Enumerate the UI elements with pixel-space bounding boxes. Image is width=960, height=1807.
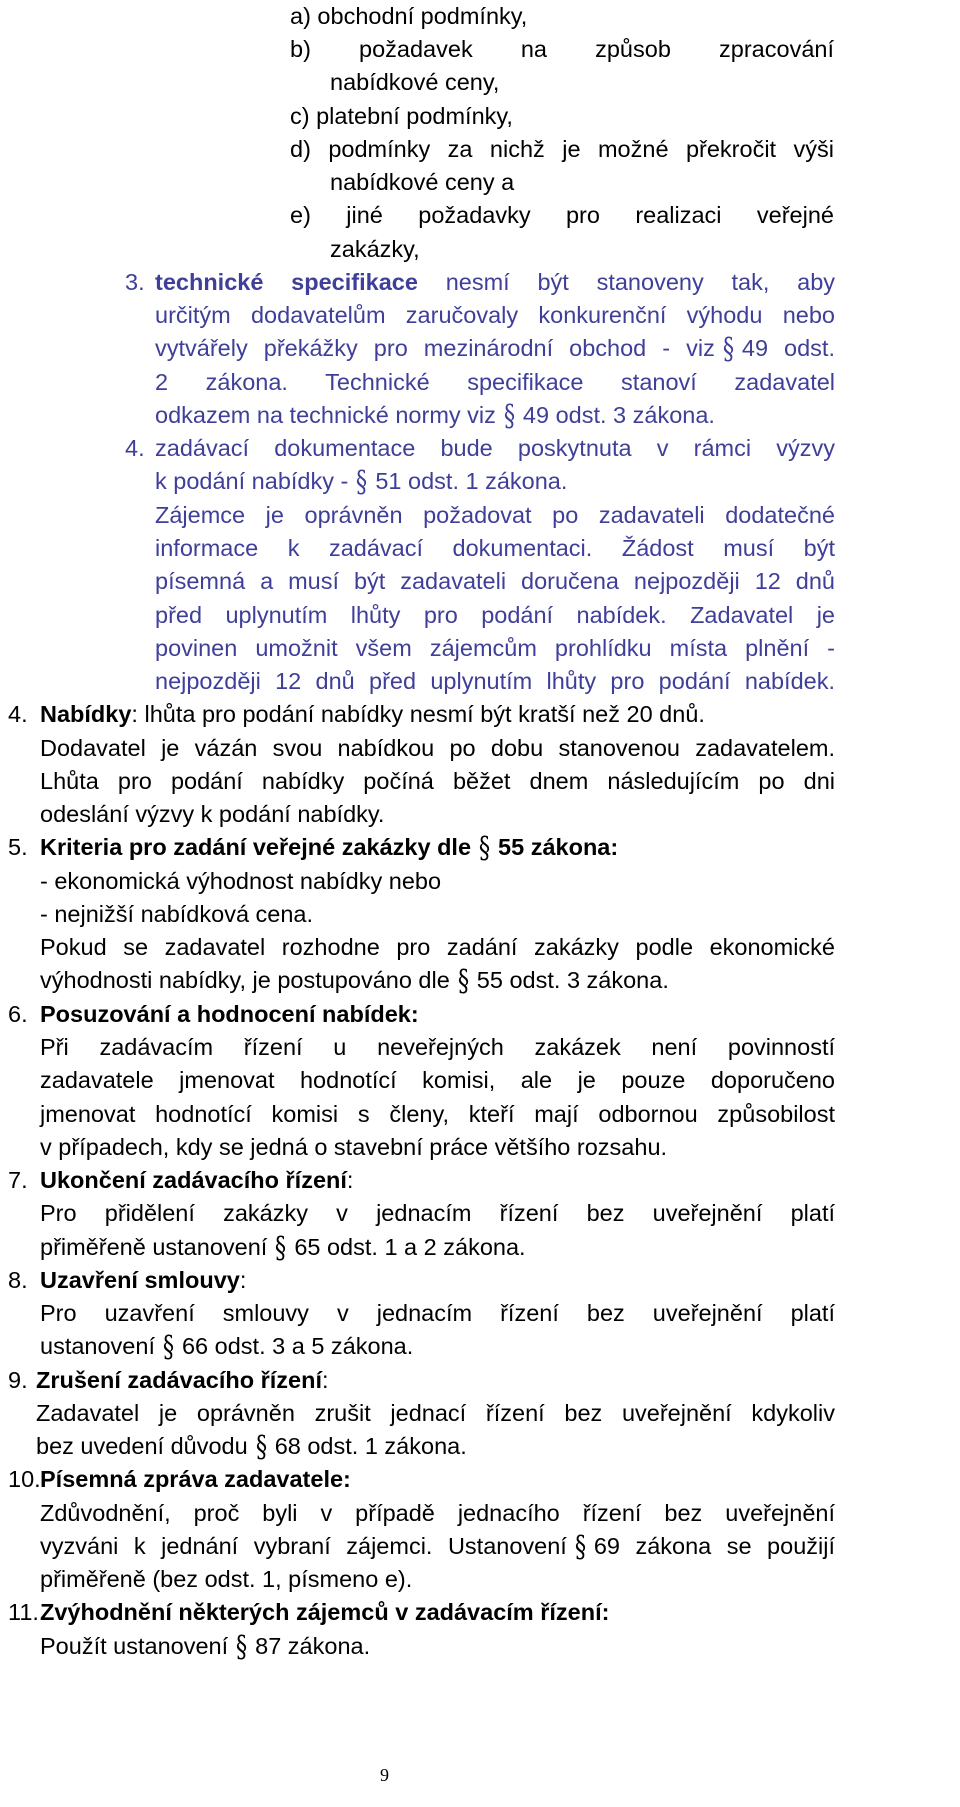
sub-item-b-cont: nabídkové ceny,	[330, 69, 500, 95]
section-sign: §	[236, 1630, 248, 1665]
main10-line2: Zdůvodnění, proč byli v případě jednacího řízení bez uveřejnění	[40, 1500, 835, 1526]
main4-bold: Nabídky	[40, 701, 132, 727]
main4-line2: Dodavatel je vázán svou nabídkou po dobu stanovenou zadavatelem.	[40, 735, 835, 761]
sub-item-d-cont: nabídkové ceny a	[330, 169, 515, 195]
main11-line2b: 87 zákona.	[255, 1633, 371, 1659]
main5-line1	[40, 831, 618, 865]
main5-line5a: výhodnosti nabídky, je postupováno dle	[40, 967, 450, 993]
main10-heading: Písemná zpráva zadavatele:	[40, 1466, 351, 1492]
main7-bold: Ukončení zadávacího řízení	[40, 1167, 347, 1193]
item4-line5: písemná a musí být zadavateli doručena nejpozději 12 dnů	[155, 568, 835, 594]
main9-line3a: bez uvedení důvodu	[36, 1433, 248, 1459]
main9-number: 9.	[8, 1367, 28, 1393]
main7-colon: :	[346, 1167, 354, 1193]
main11-number: 11.	[8, 1599, 39, 1625]
main5-line5	[40, 964, 669, 998]
page-number: 9	[380, 1765, 389, 1785]
main5-line3: - nejnižší nabídková cena.	[40, 901, 314, 927]
item4-line4a: informace k zadávací dokumentaci.	[155, 535, 593, 561]
section-sign: §	[574, 1530, 586, 1565]
section-sign: §	[275, 1231, 287, 1266]
sub-item-e: e) jiné požadavky pro realizaci veřejné	[290, 202, 834, 228]
item4-line2a: k podání nabídky -	[155, 468, 349, 494]
main10-number: 10.	[8, 1466, 41, 1492]
main6-number: 6.	[8, 1001, 28, 1027]
sub-item-a: a) obchodní podmínky,	[290, 3, 528, 29]
item4-line6b: Zadavatel je	[690, 602, 835, 628]
main7-line3	[40, 1231, 526, 1265]
main10-line4: přiměřeně (bez odst. 1, písmeno e).	[40, 1566, 413, 1592]
section-sign: §	[478, 831, 491, 866]
main4-number: 4.	[8, 701, 28, 727]
section-sign: §	[356, 465, 368, 500]
main8-heading	[40, 1264, 246, 1297]
item3-line1	[155, 266, 835, 299]
section-sign: §	[255, 1430, 267, 1465]
item4-line2	[155, 465, 567, 499]
main9-line2: Zadavatel je oprávněn zrušit jednací řízení bez uveřejnění kdykoliv	[36, 1400, 835, 1426]
item3-line5	[155, 399, 715, 433]
item4-line1: zadávací dokumentace bude poskytnuta v rámci výzvy	[155, 435, 835, 461]
main5-bold-b: 55 zákona:	[498, 834, 619, 860]
sub-item-e-cont: zakázky,	[330, 236, 420, 262]
item3-line2: určitým dodavatelům zaručovaly konkurenční výhodu nebo	[155, 302, 835, 328]
main5-line5b: 55 odst. 3 zákona.	[476, 967, 669, 993]
main11-line2	[40, 1630, 370, 1664]
item3-line3b: 49 odst.	[741, 335, 835, 361]
main7-heading	[40, 1164, 353, 1197]
item4-line4b: Žádost musí být	[621, 535, 835, 561]
main6-heading: Posuzování a hodnocení nabídek:	[40, 1001, 419, 1027]
item3-line4b: Technické specifikace stanoví zadavatel	[325, 369, 836, 395]
item4-number: 4.	[125, 435, 145, 461]
main9-line3	[36, 1430, 467, 1464]
item4-line6	[155, 599, 835, 632]
section-sign: §	[457, 964, 469, 999]
main6-line2: Při zadávacím řízení u neveřejných zakázek není povinností	[40, 1034, 835, 1060]
main9-line3b: 68 odst. 1 zákona.	[274, 1433, 467, 1459]
section-sign: §	[503, 399, 516, 434]
main5-line2: - ekonomická výhodnost nabídky nebo	[40, 868, 442, 894]
main8-line3a: ustanovení	[40, 1333, 155, 1359]
section-sign: §	[162, 1330, 175, 1365]
main8-bold: Uzavření smlouvy	[40, 1267, 240, 1293]
main4-line3: Lhůta pro podání nabídky počíná běžet dnem následujícím po dni	[40, 768, 835, 794]
main10-line3a: vyzváni k jednání vybraní zájemci. Ustanovení	[40, 1533, 567, 1559]
main7-line2: Pro přidělení zakázky v jednacím řízení bez uveřejnění platí	[40, 1200, 835, 1226]
item3-line5a: odkazem na technické normy viz	[155, 402, 496, 428]
main10-line3b: 69 zákona se použijí	[593, 1533, 835, 1559]
main6-line4: jmenovat hodnotící komisi s členy, kteří mají odbornou způsobilost	[40, 1101, 835, 1127]
item4-line7: povinen umožnit všem zájemcům prohlídku místa plnění -	[155, 635, 835, 661]
main4-line1-rest: : lhůta pro podání nabídky nesmí být kratší než 20 dnů.	[131, 701, 705, 727]
item3-line4a: 2 zákona.	[155, 369, 288, 395]
main9-colon: :	[322, 1367, 329, 1393]
item4-line6a: před uplynutím lhůty pro podání nabídek.	[155, 602, 667, 628]
main10-line3	[40, 1530, 835, 1564]
section-sign: §	[722, 332, 734, 367]
sub-item-b: b) požadavek na způsob zpracování	[290, 36, 834, 62]
main8-number: 8.	[8, 1267, 28, 1293]
sub-item-c: c) platební podmínky,	[290, 103, 513, 129]
main8-line2: Pro uzavření smlouvy v jednacím řízení bez uveřejnění platí	[40, 1300, 835, 1326]
main7-line3a: přiměřeně ustanovení	[40, 1234, 268, 1260]
item4-line3: Zájemce je oprávněn požadovat po zadavateli dodatečné	[155, 502, 835, 528]
main11-line2a: Použít ustanovení	[40, 1633, 229, 1659]
main9-heading	[36, 1364, 329, 1397]
main7-number: 7.	[8, 1167, 28, 1193]
main4-line4: odeslání výzvy k podání nabídky.	[40, 801, 385, 827]
sub-item-d: d) podmínky za nichž je možné překročit výši	[290, 136, 834, 162]
main7-line3b: 65 odst. 1 a 2 zákona.	[294, 1234, 526, 1260]
main5-number: 5.	[8, 834, 28, 860]
item3-line4	[155, 366, 835, 399]
main4-line1	[40, 698, 705, 731]
main8-line3b: 66 odst. 3 a 5 zákona.	[181, 1333, 414, 1359]
main8-colon: :	[239, 1267, 247, 1293]
item3-bold: technické specifikace	[155, 269, 418, 295]
main6-line3: zadavatele jmenovat hodnotící komisi, ale je pouze doporučeno	[40, 1067, 835, 1093]
main5-line4: Pokud se zadavatel rozhodne pro zadání zakázky podle ekonomické	[40, 934, 835, 960]
item3-line3a: vytvářely překážky pro mezinárodní obchod - viz	[155, 335, 715, 361]
item4-line4	[155, 532, 835, 565]
item3-line1-rest: nesmí být stanoveny tak, aby	[445, 269, 836, 295]
item4-line2b: 51 odst. 1 zákona.	[375, 468, 568, 494]
main5-bold-a: Kriteria pro zadání veřejné zakázky dle	[40, 834, 472, 860]
item3-number: 3.	[125, 269, 145, 295]
main6-line5: v případech, kdy se jedná o stavební práce většího rozsahu.	[40, 1134, 668, 1160]
item3-line5b: 49 odst. 3 zákona.	[522, 402, 715, 428]
item3-line3	[155, 332, 835, 366]
item4-line8: nejpozději 12 dnů před uplynutím lhůty pro podání nabídek.	[155, 668, 835, 694]
main8-line3	[40, 1330, 413, 1364]
main9-bold: Zrušení zadávacího řízení	[36, 1367, 323, 1393]
main11-heading: Zvýhodnění některých zájemců v zadávacím řízení:	[40, 1599, 610, 1625]
